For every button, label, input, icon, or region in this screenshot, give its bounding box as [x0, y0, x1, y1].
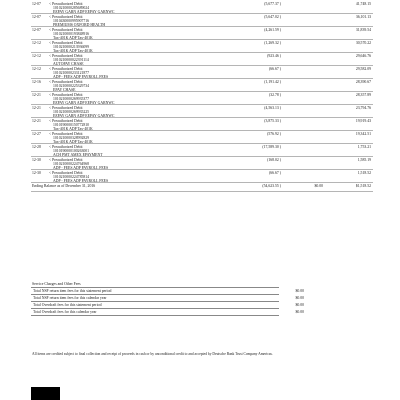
- fees-table: [31, 287, 304, 316]
- fee-label: Total Overdraft fees for this calendar year: [33, 310, 97, 314]
- transaction-date: 12-27: [32, 132, 41, 136]
- transaction-balance: 19,919.43: [355, 119, 371, 123]
- description-line: 1010210000225329734: [53, 84, 90, 88]
- transaction-balance: 23,794.76: [355, 106, 371, 110]
- transaction-balance: 19,342.51: [355, 132, 371, 136]
- transaction-row: [31, 105, 373, 118]
- transaction-balance: 1,585.19: [357, 158, 371, 162]
- description-line: 1010210000269935225: [53, 110, 90, 114]
- description-line: 1010210000328992829: [53, 136, 90, 140]
- description-line: < Preauthorized Debit: [49, 132, 83, 136]
- transaction-row: [31, 1, 373, 14]
- description-line: ADP - FEES ADP PAYROLL FEES: [53, 75, 109, 79]
- transaction-debit: (923.46 ): [267, 54, 281, 58]
- fee-row: [31, 302, 304, 309]
- fee-row: [31, 295, 304, 302]
- fee-label: Total Overdraft fees for this statement period: [33, 303, 102, 307]
- transaction-debit: (4,563.13 ): [264, 106, 281, 110]
- fees-heading: Service Charges and Other Fees: [32, 282, 81, 286]
- fee-amount: $0.00: [295, 303, 304, 307]
- transaction-balance: 31,839.54: [355, 28, 371, 32]
- description-line: < Preauthorized Debit: [49, 54, 83, 58]
- fee-amount: $0.00: [295, 296, 304, 300]
- transaction-row: [31, 79, 373, 92]
- description-line: < Preauthorized Debit: [49, 41, 83, 45]
- description-line: < Preauthorized Debit: [49, 15, 83, 19]
- fee-row: [31, 309, 304, 316]
- transaction-balance: 28,357.89: [355, 93, 371, 97]
- description-line: < Preauthorized Debit: [49, 158, 83, 162]
- description-line: < Preauthorized Debit: [49, 106, 83, 110]
- fee-label: Total NSF return item fees for this calendar year: [33, 296, 107, 300]
- transaction-date: 12-30: [32, 158, 41, 162]
- ending-balance-value: $1,518.52: [355, 184, 371, 188]
- transaction-date: 12-07: [32, 2, 41, 6]
- description-line: 1010210000285689024: [53, 6, 90, 10]
- transaction-description: [49, 28, 93, 40]
- transaction-debit: (168.02 ): [267, 158, 281, 162]
- description-line: Tax-401K ADP Tax-401K: [53, 49, 93, 53]
- description-line: 1010190000150772810: [53, 123, 90, 127]
- transaction-description: [49, 93, 114, 105]
- transaction-balance: 29,582.09: [355, 67, 371, 71]
- disclaimer-text: All items are credited subject to final collection and receipt of proceeds in cash or by unconditional credit to and accepted by Deutsche Bank Trust Company Americas.: [32, 352, 273, 356]
- transaction-debit: (32.78 ): [268, 93, 281, 97]
- transaction-row: [31, 40, 373, 53]
- transaction-description: [49, 132, 93, 144]
- fee-amount: $0.00: [295, 289, 304, 293]
- ending-total-debits: (54,623.55 ): [262, 184, 281, 188]
- redaction-block: [31, 387, 60, 400]
- transaction-date: 12-21: [32, 106, 41, 110]
- description-line: Tax-401K ADP Tax-401K: [53, 36, 93, 40]
- fee-label: Total NSF return item fees for this statement period: [33, 289, 112, 293]
- fee-amount: $0.00: [295, 310, 304, 314]
- transaction-balance: 41,748.15: [355, 2, 371, 6]
- description-line: EEPAY GARN ADP EEPAY GARNWC: [53, 114, 115, 118]
- transaction-debit: (5,647.02 ): [264, 15, 281, 19]
- description-line: < Preauthorized Debit: [49, 2, 83, 6]
- ending-balance-label: Ending Balance as of December 31, 2016: [32, 184, 96, 188]
- transaction-date: 12-21: [32, 119, 41, 123]
- transaction-description: [49, 106, 114, 118]
- description-line: < Preauthorized Debit: [49, 80, 83, 84]
- transaction-debit: (1,269.32 ): [264, 41, 281, 45]
- description-line: < Preauthorized Debit: [49, 119, 83, 123]
- transaction-row: [31, 118, 373, 131]
- transaction-description: [49, 158, 108, 170]
- transaction-date: 12-21: [32, 93, 41, 97]
- transaction-date: 12-12: [32, 54, 41, 58]
- transaction-balance: 36,101.13: [355, 15, 371, 19]
- description-line: ADP - FEES ADP PAYROLL FEES: [53, 166, 109, 170]
- transaction-row: [31, 131, 373, 144]
- transaction-row: [31, 170, 373, 183]
- transaction-description: [49, 2, 114, 14]
- description-line: Tax-401K ADP Tax-401K: [53, 127, 93, 131]
- transaction-debit: (576.92 ): [267, 132, 281, 136]
- description-line: < Preauthorized Debit: [49, 93, 83, 97]
- ending-balance-row: [31, 183, 373, 192]
- transaction-debit: (1,191.42 ): [264, 80, 281, 84]
- fee-row: [31, 288, 304, 295]
- transaction-row: [31, 66, 373, 79]
- transaction-date: 12-07: [32, 15, 41, 19]
- description-line: EEPAY GARN ADP EEPAY GARNWC: [53, 10, 115, 14]
- description-line: 1010430000995907716: [53, 19, 90, 23]
- description-line: < Preauthorized Debit: [49, 28, 83, 32]
- transaction-description: [49, 80, 89, 92]
- transaction-description: [49, 54, 89, 66]
- description-line: Tax-401K ADP Tax-401K: [53, 140, 93, 144]
- description-line: 1010190000100263001: [53, 149, 90, 153]
- transaction-row: [31, 157, 373, 170]
- transaction-date: 12-30: [32, 171, 41, 175]
- transaction-date: 12-28: [32, 145, 41, 149]
- description-line: 1010210000269935377: [53, 97, 90, 101]
- transaction-debit: (66.67 ): [268, 171, 281, 175]
- transaction-description: [49, 67, 108, 79]
- description-line: < Preauthorized Debit: [49, 171, 83, 175]
- transaction-date: 12-12: [32, 41, 41, 45]
- transaction-balance: 1,518.52: [357, 171, 371, 175]
- transaction-row: [31, 92, 373, 105]
- description-line: PREMIUMS OXFORD HEALTH: [53, 23, 106, 27]
- transaction-balance: 1,753.21: [357, 145, 371, 149]
- description-line: 1010210000224785814: [53, 175, 90, 179]
- transaction-debit: (17,589.30 ): [262, 145, 281, 149]
- transaction-description: [49, 145, 103, 157]
- transaction-debit: (4,261.59 ): [264, 28, 281, 32]
- description-line: ADP - FEES ADP PAYROLL FEES: [53, 179, 109, 183]
- transaction-debit: (3,875.33 ): [264, 119, 281, 123]
- description-line: 1010210000213936099: [53, 45, 90, 49]
- transaction-description: [49, 41, 93, 53]
- transaction-balance: 30,570.22: [355, 41, 371, 45]
- ending-total-credits: $0.00: [314, 184, 323, 188]
- description-line: 1010210000193848916: [53, 32, 90, 36]
- transaction-description: [49, 15, 105, 27]
- transaction-balance: 28,390.67: [355, 80, 371, 84]
- transaction-debit: (66.67 ): [268, 67, 281, 71]
- transaction-balance: 29,646.76: [355, 54, 371, 58]
- transaction-row: [31, 53, 373, 66]
- description-line: EEPAY GARN ADP EEPAY GARNWC: [53, 101, 115, 105]
- description-line: EPAY CHASE: [53, 88, 76, 92]
- description-line: 1010210000224764968: [53, 162, 90, 166]
- transaction-date: 12-12: [32, 67, 41, 71]
- description-line: 1010210000233121877: [53, 71, 90, 75]
- transaction-row: [31, 14, 373, 27]
- transaction-table: [31, 1, 373, 192]
- transaction-description: [49, 171, 108, 183]
- transaction-row: [31, 27, 373, 40]
- transaction-debit: (5,677.37 ): [264, 2, 281, 6]
- transaction-date: 12-16: [32, 80, 41, 84]
- description-line: < Preauthorized Debit: [49, 145, 83, 149]
- description-line: AUTOPAY CHASE: [53, 62, 84, 66]
- description-line: ACH PMT AMEX EPAYMENT: [53, 153, 103, 157]
- transaction-description: [49, 119, 93, 131]
- transaction-row: [31, 144, 373, 157]
- description-line: < Preauthorized Debit: [49, 67, 83, 71]
- transaction-date: 12-07: [32, 28, 41, 32]
- description-line: 1010210000022391114: [53, 58, 89, 62]
